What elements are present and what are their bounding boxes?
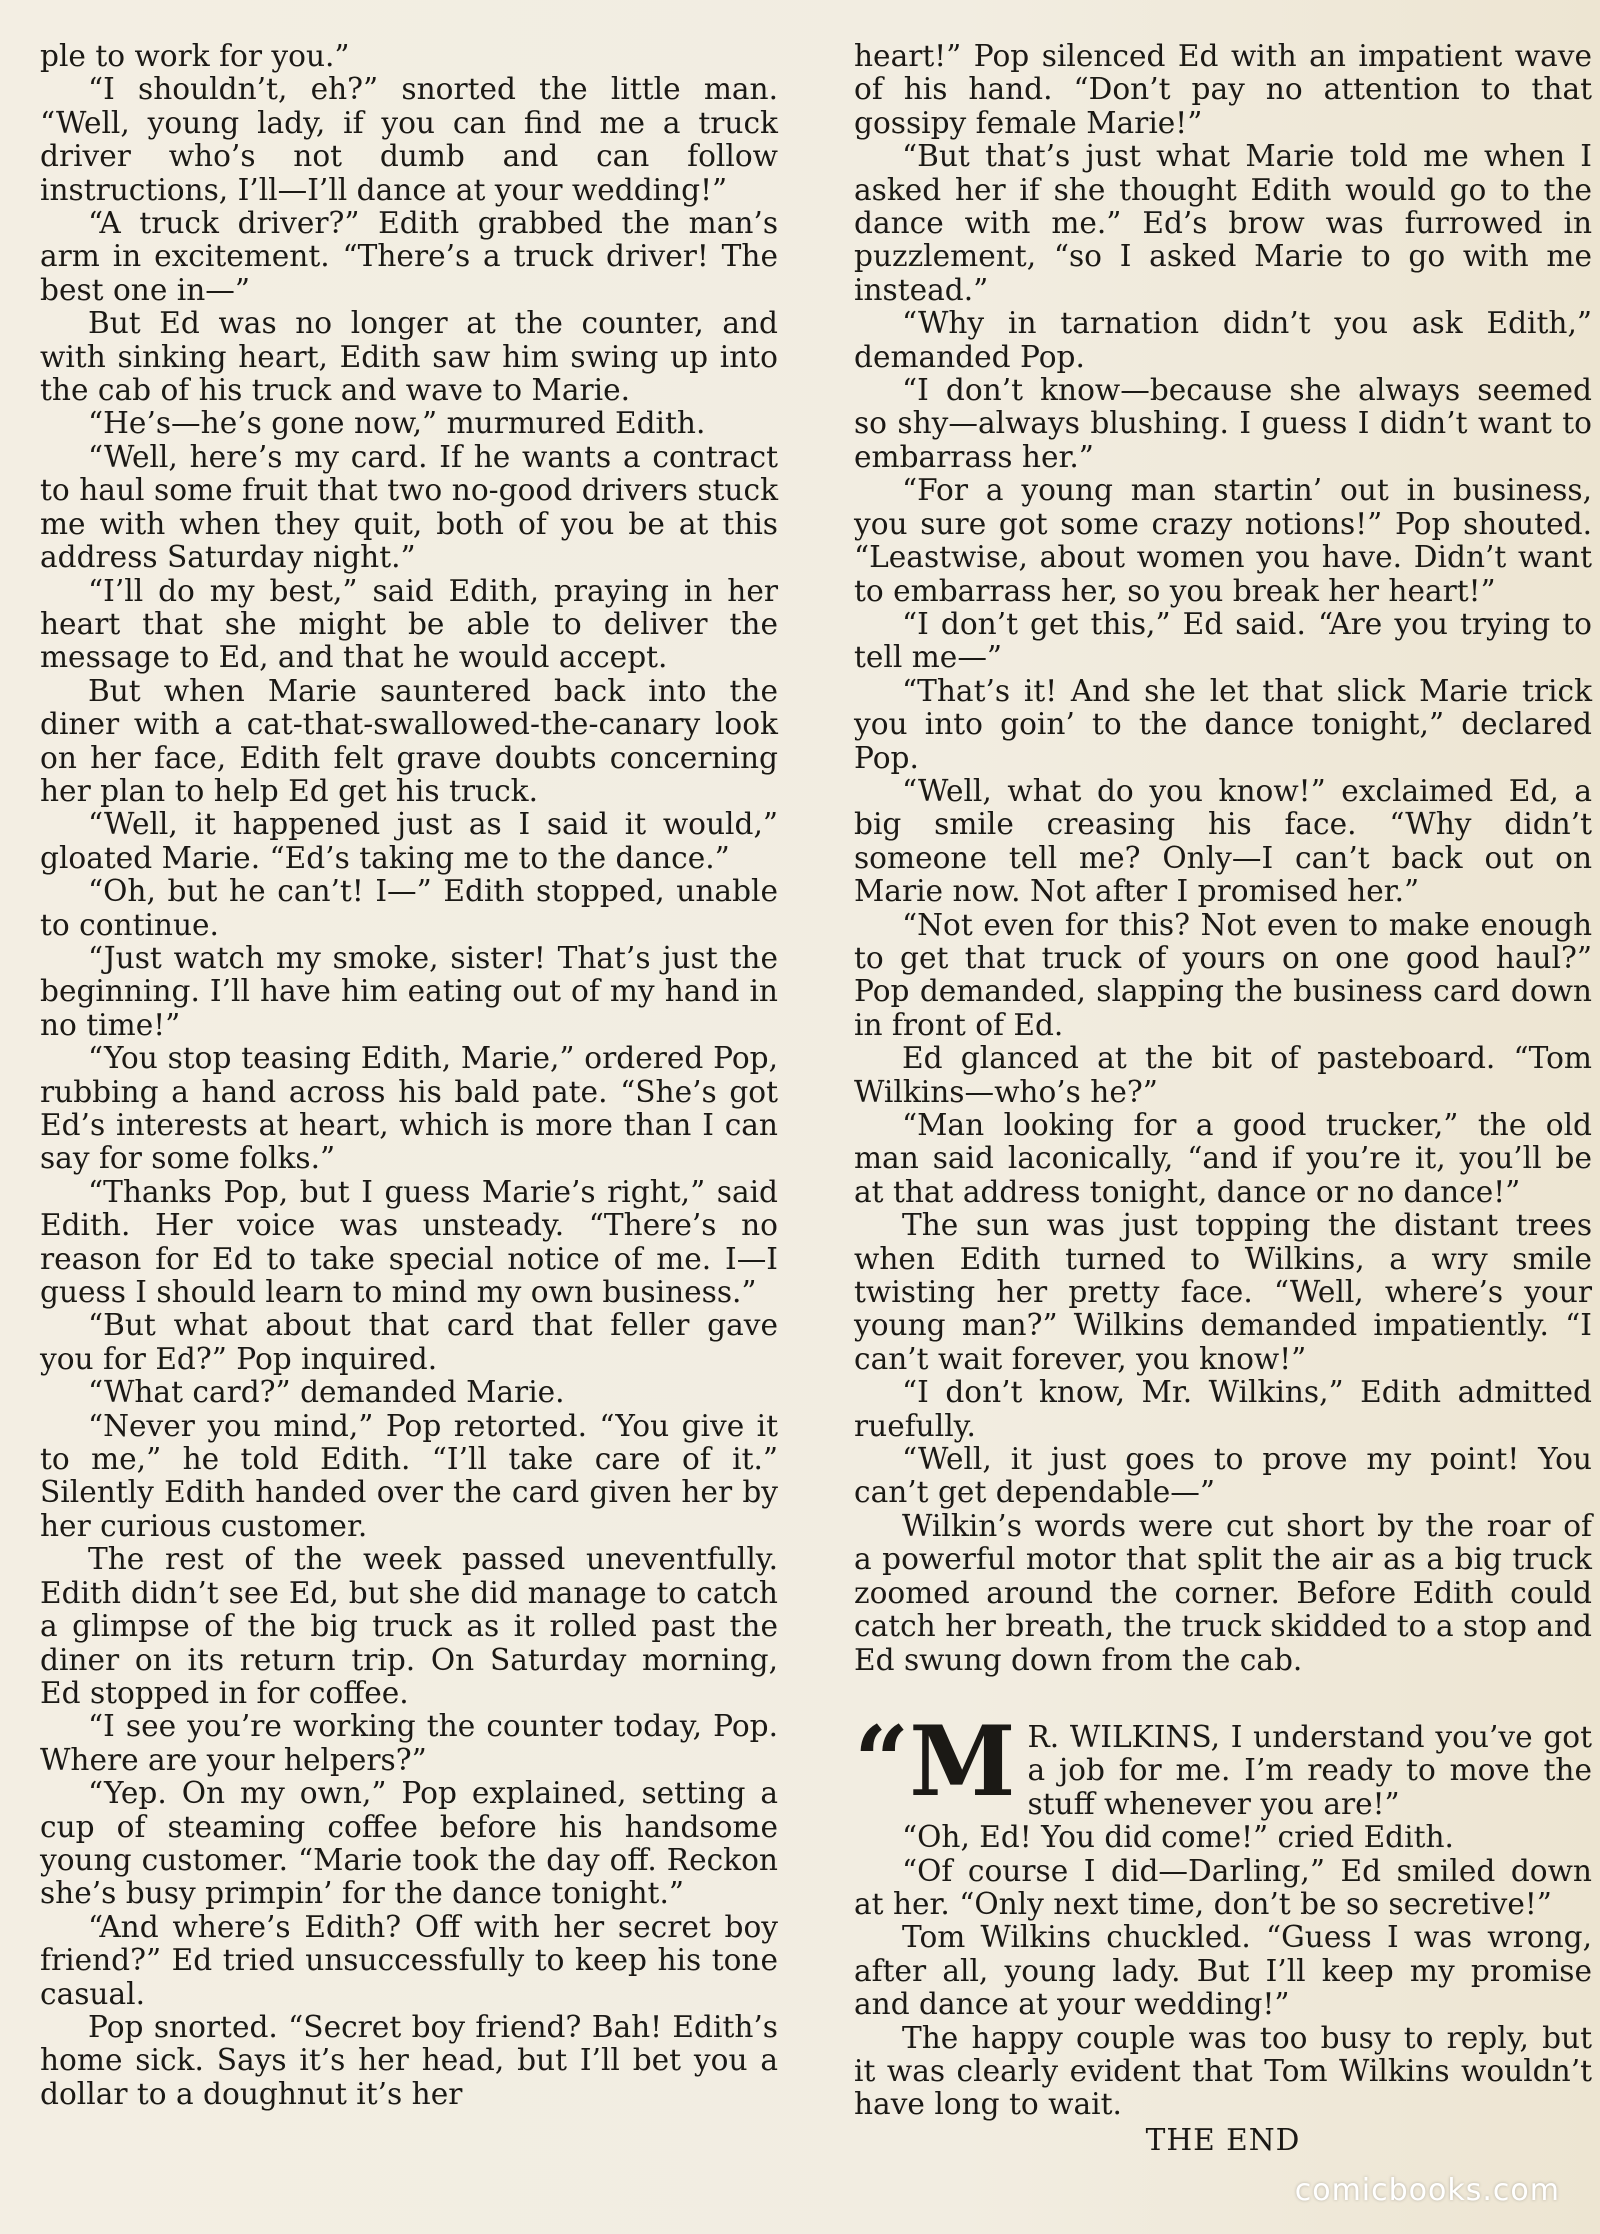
paragraph: “Oh, but he can’t! I—” Edith stopped, unable to continue. — [40, 874, 778, 942]
left-column — [40, 40, 778, 2111]
paragraph: “He’s—he’s gone now,” murmured Edith. — [88, 406, 706, 441]
paragraph: “Well, it just goes to prove my point! You can’t get dependable—” — [854, 1442, 1592, 1510]
paragraph: Ed glanced at the bit of pasteboard. “Tom Wilkins—who’s he?” — [854, 1041, 1592, 1109]
watermark: comicbooks.com — [1294, 2173, 1560, 2208]
paragraph: “Just watch my smoke, sister! That’s just the beginning. I’ll have him eating out of my hand in no time!” — [40, 940, 778, 1042]
paragraph: “I don’t get this,” Ed said. “Are you trying to tell me—” — [854, 606, 1592, 675]
paragraph: “I don’t know, Mr. Wilkins,” Edith admitted ruefully. — [854, 1375, 1592, 1443]
paragraph: “I’ll do my best,” said Edith, praying in her heart that she might be able to deliver the message to Ed, and that he would accept. — [40, 573, 778, 675]
paragraph: ple to work for you.” — [40, 39, 350, 73]
dropcap-letter: M — [909, 1704, 1016, 1818]
paragraph: The sun was just topping the distant trees when Edith turned to Wilkins, a wry smile twisting her pretty face. “Well, where’s your young man?” Wilkins demanded impatiently. “I can’t wait forever, you know!” — [854, 1208, 1592, 1376]
paragraph: “A truck driver?” Edith grabbed the man’s arm in excitement. “There’s a truck driver! The best one in—” — [40, 206, 778, 307]
paragraph: “Of course I did—Darling,” Ed smiled down at her. “Only next time, don’t be so secretive!” — [854, 1853, 1592, 1921]
paragraph: “Not even for this? Not even to make enough to get that truck of yours on one good haul?” Pop demanded, slapping the business card down in front of Ed. — [854, 907, 1592, 1042]
paragraph: Pop snorted. “Secret boy friend? Bah! Edith’s home sick. Says it’s her head, but I’ll bet you a dollar to a doughnut it’s her — [40, 2009, 778, 2111]
paragraph: “Well, it happened just as I said it would,” gloated Marie. “Ed’s taking me to the dance.” — [40, 807, 778, 875]
paragraph: “Why in tarnation didn’t you ask Edith,” demanded Pop. — [854, 306, 1592, 374]
paragraph: “Well, what do you know!” exclaimed Ed, a big smile creasing his face. “Why didn’t someone tell me? Only—I can’t back out on Marie now. Not after I promised her.” — [854, 773, 1592, 909]
paragraph: “But what about that card that feller gave you for Ed?” Pop inquired. — [40, 1308, 778, 1376]
paragraph: “I shouldn’t, eh?” snorted the little man. “Well, young lady, if you can find me a truck driver who’s not dumb and can follow instructions, I’ll—I’ll dance at your wedding!” — [40, 72, 778, 207]
dropcap-text: R. WILKINS, I understand you’ve got a job for me. I’m ready to move the stuff whenever you are!” — [1027, 1719, 1592, 1821]
dropcap-quote: “ — [854, 1704, 910, 1818]
paragraph: “I see you’re working the counter today, Pop. Where are your helpers?” — [40, 1709, 778, 1777]
paragraph: “Man looking for a good trucker,” the old man said laconically, “and if you’re it, you’ll be at that address tonight, dance or no dance!” — [854, 1108, 1592, 1209]
paragraph: “That’s it! And she let that slick Marie trick you into goin’ to the dance tonight,” declared Pop. — [854, 673, 1592, 775]
paragraph: “And where’s Edith? Off with her secret boy friend?” Ed tried unsuccessfully to keep his tone casual. — [40, 1909, 778, 2011]
paragraph: heart!” Pop silenced Ed with an impatient wave of his hand. “Don’t pay no attention to that gossipy female Marie!” — [854, 39, 1592, 140]
dropcap-paragraph — [854, 1704, 1592, 1821]
paragraph: “Yep. On my own,” Pop explained, setting a cup of steaming coffee before his handsome young customer. “Marie took the day off. Reckon she’s busy primpin’ for the dance tonight.” — [40, 1776, 778, 1911]
paragraph: “I don’t know—because she always seemed so shy—always blushing. I guess I didn’t want to embarrass her.” — [854, 373, 1592, 474]
paragraph: Tom Wilkins chuckled. “Guess I was wrong, after all, young lady. But I’ll keep my promise and dance at your wedding!” — [854, 1920, 1592, 2022]
paragraph: But when Marie sauntered back into the diner with a cat-that-swallowed-the-canary look on her face, Edith felt grave doubts concerning her plan to help Ed get his truck. — [40, 673, 778, 808]
paragraph: “But that’s just what Marie told me when I asked her if she thought Edith would go to the dance with me.” Ed’s brow was furrowed in puzzlement, “so I asked Marie to go with me instead.” — [854, 139, 1592, 307]
paragraph: The happy couple was too busy to reply, but it was clearly evident that Tom Wilkins wouldn’t have long to wait. — [854, 2020, 1592, 2122]
paragraph: Wilkin’s words were cut short by the roar of a powerful motor that split the air as a big truck zoomed around the corner. Before Edith could catch her breath, the truck skidded to a stop and Ed swung down from the cab. — [854, 1508, 1592, 1677]
paragraph: “For a young man startin’ out in business, you sure got some crazy notions!” Pop shouted. “Leastwise, about women you have. Didn’t want to embarrass her, so you break her heart!” — [854, 473, 1592, 608]
paragraph: “Never you mind,” Pop retorted. “You give it to me,” he told Edith. “I’ll take care of it.” Silently Edith handed over the card given her by her curious customer. — [40, 1408, 778, 1543]
the-end-label: THE END — [1145, 2122, 1301, 2157]
paragraph: The rest of the week passed uneventfully. Edith didn’t see Ed, but she did manage to catch a glimpse of the big truck as it rolled past the diner on its return trip. On Saturday morning, Ed stopped in for coffee. — [40, 1542, 778, 1710]
paragraph: “Thanks Pop, but I guess Marie’s right,” said Edith. Her voice was unsteady. “There’s no reason for Ed to take special notice of me. I—I guess I should learn to mind my own business.” — [40, 1174, 778, 1310]
paragraph: “You stop teasing Edith, Marie,” ordered Pop, rubbing a hand across his bald pate. “She’s got Ed’s interests at heart, which is more than I can say for some folks.” — [40, 1041, 778, 1176]
dropcap — [854, 1704, 1016, 1818]
right-column — [854, 40, 1592, 2157]
paragraph: “What card?” demanded Marie. — [88, 1375, 565, 1410]
paragraph: “Oh, Ed! You did come!” cried Edith. — [902, 1820, 1454, 1855]
paragraph: But Ed was no longer at the counter, and with sinking heart, Edith saw him swing up into the cab of his truck and wave to Marie. — [40, 306, 778, 408]
paragraph: “Well, here’s my card. If he wants a contract to haul some fruit that two no-good drivers stuck me with when they quit, both of you be at this address Saturday night.” — [40, 439, 778, 575]
